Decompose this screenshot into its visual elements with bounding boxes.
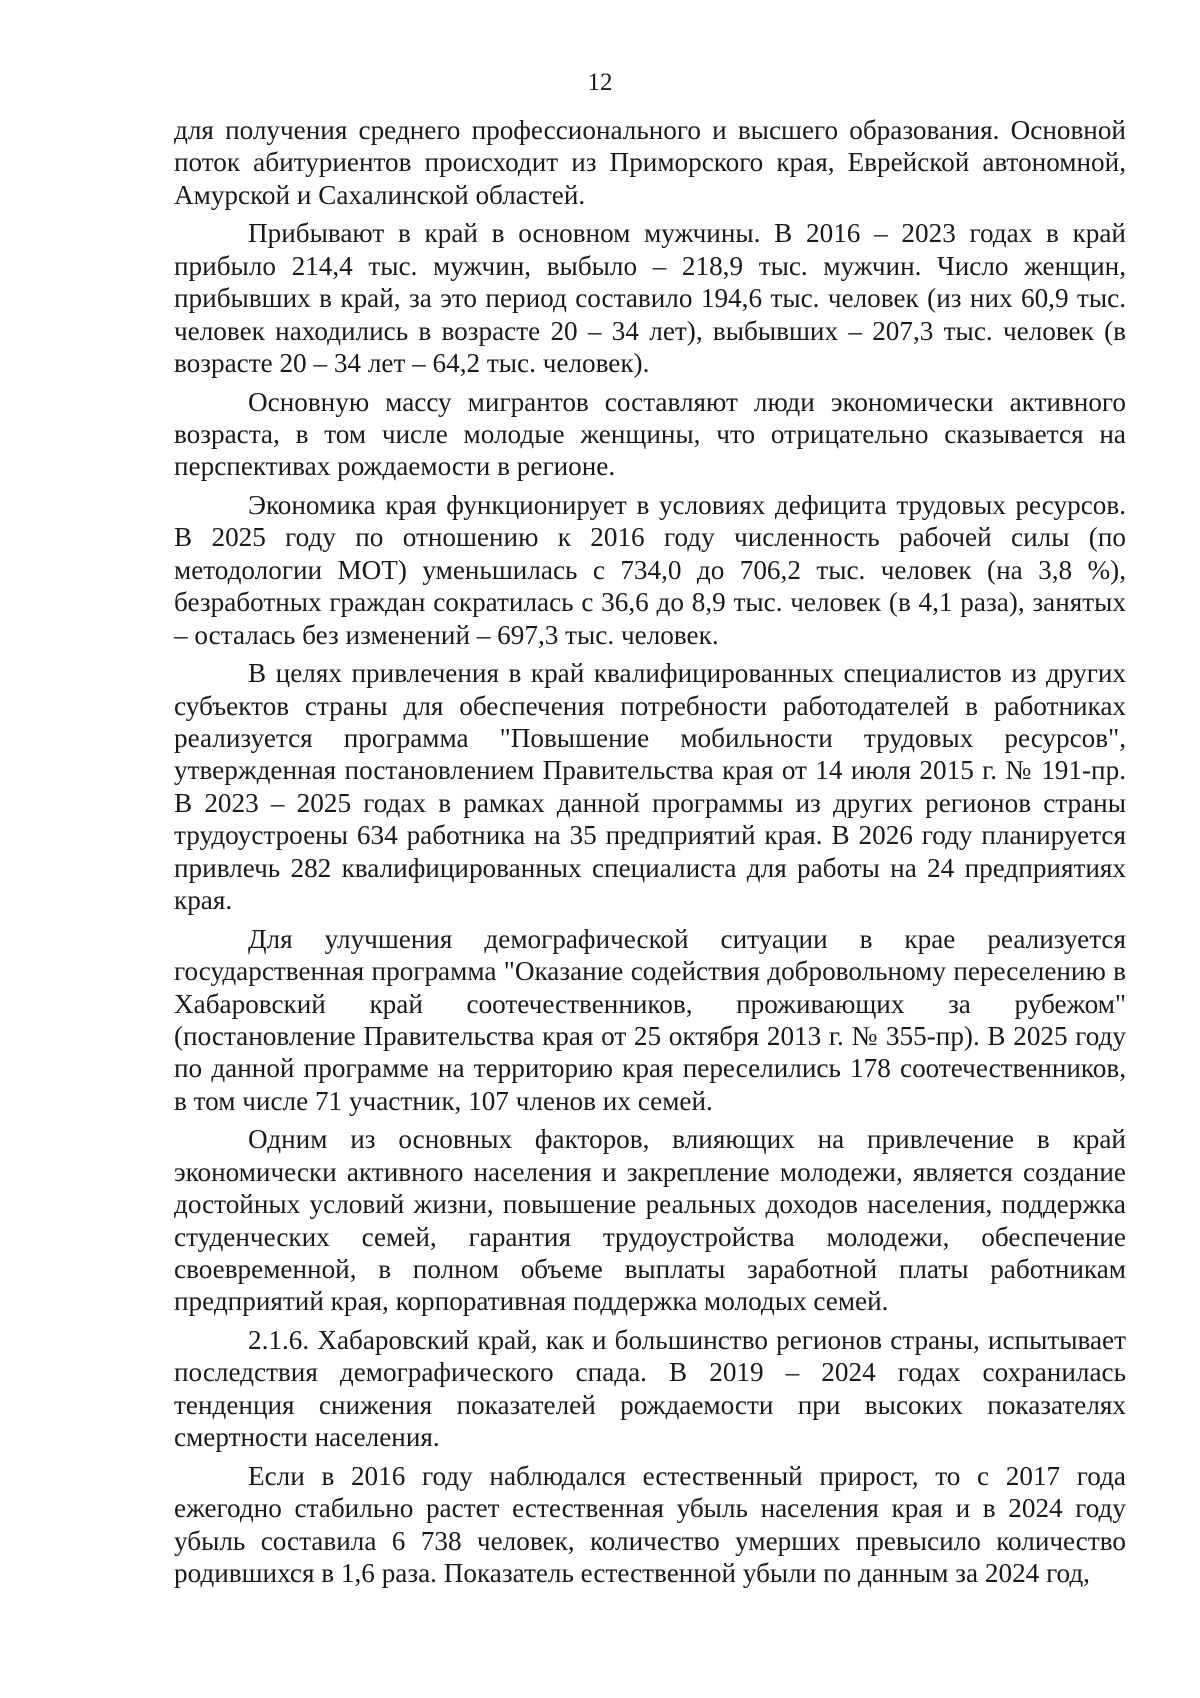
- paragraph: Основную массу мигрантов составляют люди экономически активного возраста, в том числе молодые женщины, что отрицательно сказывается на перспективах рождаемости в регионе.: [174, 386, 1126, 482]
- paragraph: Прибывают в край в основном мужчины. В 2016 – 2023 годах в край прибыло 214,4 тыс. мужчин, выбыло – 218,9 тыс. мужчин. Число женщин, прибывших в край, за это период составило 194,6 тыс. человек (из них 60,9 тыс. человек находились в возрасте 20 – 34 лет), выбывших – 207,3 тыс. человек (в возрасте 20 – 34 лет – 64,2 тыс. человек).: [174, 218, 1126, 379]
- paragraph: для получения среднего профессионального и высшего образования. Основной поток абитуриентов происходит из Приморского края, Еврейской автономной, Амурской и Сахалинской областей.: [174, 115, 1126, 210]
- document-body: [174, 114, 1126, 1596]
- paragraph: Для улучшения демографической ситуации в крае реализуется государственная программа "Оказание содействия добровольному переселению в Хабаровский край соотечественников, проживающих за рубежом" (постановление Правительства края от 25 октября 2013 г. № 355-пр). В 2025 году по данной программе на территорию края переселились 178 соотечественников, в том числе 71 участник, 107 членов их семей.: [174, 923, 1126, 1116]
- paragraph: 2.1.6. Хабаровский край, как и большинство регионов страны, испытывает последствия демографического спада. В 2019 – 2024 годах сохранилась тенденция снижения показателей рождаемости при высоких показателях смертности населения.: [174, 1324, 1126, 1453]
- paragraph: Экономика края функционирует в условиях дефицита трудовых ресурсов. В 2025 году по отношению к 2016 году численность рабочей силы (по методологии МОТ) уменьшилась с 734,0 до 706,2 тыс. человек (на 3,8 %), безработных граждан сократилась с 36,6 до 8,9 тыс. человек (в 4,1 раза), занятых – осталась без изменений – 697,3 тыс. человек.: [174, 490, 1126, 650]
- paragraph: Если в 2016 году наблюдался естественный прирост, то с 2017 года ежегодно стабильно растет естественная убыль населения края и в 2024 году убыль составила 6 738 человек, количество умерших превысило количество родившихся в 1,6 раза. Показатель естественной убыли по данным за 2024 год,: [174, 1460, 1126, 1588]
- paragraph: Одним из основных факторов, влияющих на привлечение в край экономически активного населения и закрепление молодежи, является создание достойных условий жизни, повышение реальных доходов населения, поддержка студенческих семей, гарантия трудоустройства молодежи, обеспечение своевременной, в полном объеме выплаты заработной платы работникам предприятий края, корпоративная поддержка молодых семей.: [174, 1124, 1126, 1317]
- paragraph: В целях привлечения в край квалифицированных специалистов из других субъектов страны для обеспечения потребности работодателей в работниках реализуется программа "Повышение мобильности трудовых ресурсов", утвержденная постановлением Правительства края от 14 июля 2015 г. № 191-пр. В 2023 – 2025 годах в рамках данной программы из других регионов страны трудоустроены 634 работника на 35 предприятий края. В 2026 году планируется привлечь 282 квалифицированных специалиста для работы на 24 предприятиях края.: [174, 658, 1126, 916]
- page-number: 12: [587, 69, 613, 96]
